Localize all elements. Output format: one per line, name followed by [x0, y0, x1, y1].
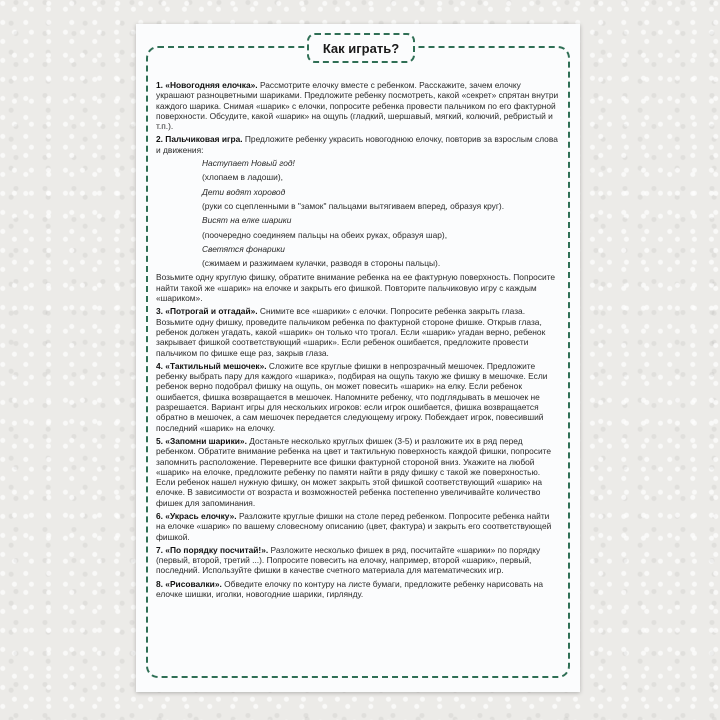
finger-rhyme	[202, 158, 560, 268]
rhyme-gesture: (руки со сцепленными в "замок" пальцами вытягиваем вперед, образуя круг).	[202, 200, 505, 211]
section-1	[156, 80, 560, 131]
rhyme-line: Висят на елке шарики	[202, 215, 292, 226]
instructions	[156, 80, 560, 602]
section-4	[156, 361, 560, 433]
section-7-text: Разложите несколько фишек в ряд, посчитайте «шарики» по порядку (первый, второй, третий ...). Попросите повесить на елочку, например, второй «шарик», первый, последний. Используйте фишки в качестве счетного материала для математических игр.	[156, 544, 541, 576]
section-7-heading: 7. «По порядку посчитай!».	[156, 544, 269, 555]
section-6-text: Разложите круглые фишки на столе перед ребенком. Попросите ребенка найти на елочке «шарик» по вашему словесному описанию (цвет, фактура) и закрыть его соответствующей фишкой.	[156, 510, 552, 542]
section-8-heading: 8. «Рисовалки».	[156, 578, 222, 589]
section-6	[156, 511, 560, 542]
section-1-text: Рассмотрите елочку вместе с ребенком. Расскажите, зачем елочку украшают разноцветными шариками. Предложите ребенку посмотреть, какой «секрет» спрятан внутри каждого шарика. Снимая «шарик» с елочки, попросите ребенка провести пальчиком по его фактурной поверхности. Обсудите, какой «шарик» на ощупь (гладкий, шершавый, мягкий, колючий, ребристый и т.п.).	[156, 80, 559, 132]
section-3	[156, 306, 560, 357]
section-4-heading: 4. «Тактильный мешочек».	[156, 360, 267, 371]
section-6-heading: 6. «Укрась елочку».	[156, 510, 237, 521]
instruction-sheet	[136, 24, 580, 692]
section-2	[156, 134, 560, 155]
section-2-after: Возьмите одну круглую фишку, обратите внимание ребенка на ее фактурную поверхность. Попросите найти такой же «шарик» на елочке и закрыть его фишкой. Повторите пальчиковую игру с каждым «шариком».	[156, 272, 556, 304]
rhyme-line: Наступает Новый год!	[202, 158, 295, 169]
section-4-text: Сложите все круглые фишки в непрозрачный мешочек. Предложите ребенку выбрать пару для каждого «шарика», подбирая на ощупь такую же фишку в мешочке. Если ребенок верно подобрал фишку на ощупь, он может повесить «шарик» на елку. Если ребенок ошибается, фишка возвращается в мешочек. Напомните ребенку, что подглядывать в мешочек не разрешается. Вариант игры для нескольких игроков: если игрок ошибается, фишка возвращается обратно в мешочек, а сам мешочек передается следующему игроку. Побеждает игрок, повесивший последний «шарик» на елочку.	[156, 360, 548, 433]
section-5-heading: 5. «Запомни шарики».	[156, 435, 247, 446]
rhyme-gesture: (хлопаем в ладоши),	[202, 172, 283, 183]
title-badge	[307, 33, 415, 63]
section-7	[156, 545, 560, 576]
section-2-heading: 2. Пальчиковая игра.	[156, 134, 243, 145]
section-3-heading: 3. «Потрогай и отгадай».	[156, 306, 258, 317]
rhyme-gesture: (поочередно соединяем пальцы на обеих руках, образуя шар),	[202, 229, 448, 240]
section-1-heading: 1. «Новогодняя елочка».	[156, 80, 258, 90]
section-5	[156, 436, 560, 508]
rhyme-line: Светятся фонарики	[202, 243, 285, 254]
section-8-text: Обведите елочку по контуру на листе бумаги, предложите ребенку нарисовать на елочке шишки, иголки, новогодние шарики, гирлянду.	[156, 578, 544, 600]
page-title: Как играть?	[322, 40, 400, 56]
section-3-text: Снимите все «шарики» с елочки. Попросите ребенка закрыть глаза. Возьмите одну фишку, проведите пальчиком ребенка по фактурной стороне фишке. Открыв глаза, ребенок должен угадать, какой «шарик» он только что трогал. Если «шарик» угадан верно, ребенок закрывает фишкой соответствующий «шарик». Если ребенок ошибается, предложите провести пальчиком по фишке еще раз, закрыв глаза.	[156, 306, 546, 358]
section-2-text: Предложите ребенку украсить новогоднюю елочку, повторив за взрослым слова и движения:	[156, 134, 558, 155]
section-5-text: Достаньте несколько круглых фишек (3-5) и разложите их в ряд перед ребенком. Обратите внимание ребенка на цвет и тактильную поверхность каждой фишки, попросите запомнить расположение. Переверните все фишки фактурной стороной вниз. Укажите на любой «шарик» на елочке, предложите ребенку по памяти найти в ряду фишку с такой же поверхностью. Если ребенок нашел нужную фишку, он может закрыть этой фишкой соответствующий «шарик» на елочке. В зависимости от возраста и возможностей ребенка постепенно увеличивайте количество фишек для запоминания.	[156, 435, 552, 508]
rhyme-gesture: (сжимаем и разжимаем кулачки, разводя в стороны пальцы).	[202, 258, 441, 269]
section-8	[156, 579, 560, 600]
rhyme-line: Дети водят хоровод	[202, 186, 286, 197]
